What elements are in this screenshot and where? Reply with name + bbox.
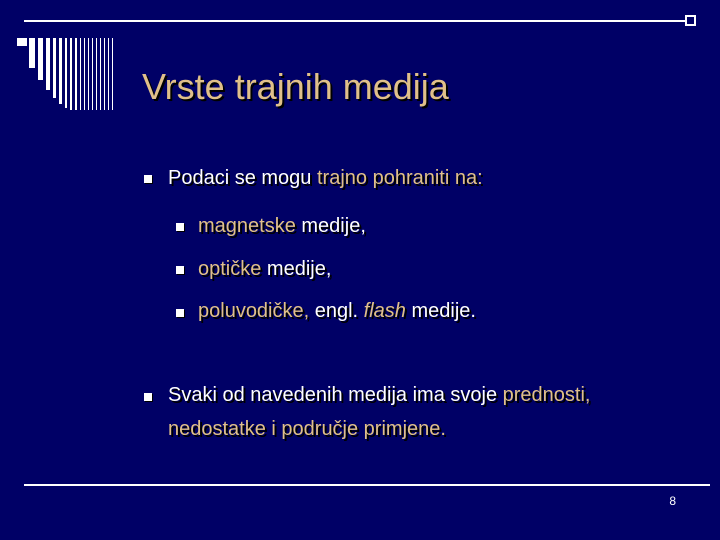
sub-item-1-rest: medije, [295,215,366,237]
sub-item-3 [198,300,476,323]
bullet-2-prefix: Svaki od navedenih medija ima svoje [168,384,503,406]
bullet-2-line-2: nedostatke i područje primjene. [168,418,446,440]
corner-square-icon [685,15,696,26]
bottom-rule [24,484,710,486]
page-number: 8 [669,494,676,508]
vertical-bars-decoration [17,30,117,110]
square-bullet-icon [176,309,184,317]
sub-item-3-rest: medije. [405,300,476,322]
sub-item-1-highlight: magnetske [198,215,296,237]
sub-item-3-middle: engl. [309,300,364,322]
sub-item-3-highlight: poluvodičke, [198,300,310,322]
square-bullet-icon [144,393,152,401]
sub-item-1 [198,215,366,238]
bullet-1-text [168,167,483,190]
bullet-1-highlight: trajno pohraniti na: [316,167,483,189]
sub-item-2-highlight: optičke [198,258,262,280]
sub-item-2-rest: medije, [261,258,332,280]
square-bullet-icon [144,175,152,183]
square-bullet-icon [176,266,184,274]
bullet-1-prefix: Podaci se mogu [168,167,317,189]
square-bullet-icon [176,223,184,231]
bullet-2-highlight: prednosti, [502,384,591,406]
sub-item-3-italic: flash [363,300,406,322]
bullet-2-line-1 [168,384,590,407]
slide-title: Vrste trajnih medija [142,66,449,107]
sub-item-2 [198,258,331,281]
top-rule [24,20,686,22]
